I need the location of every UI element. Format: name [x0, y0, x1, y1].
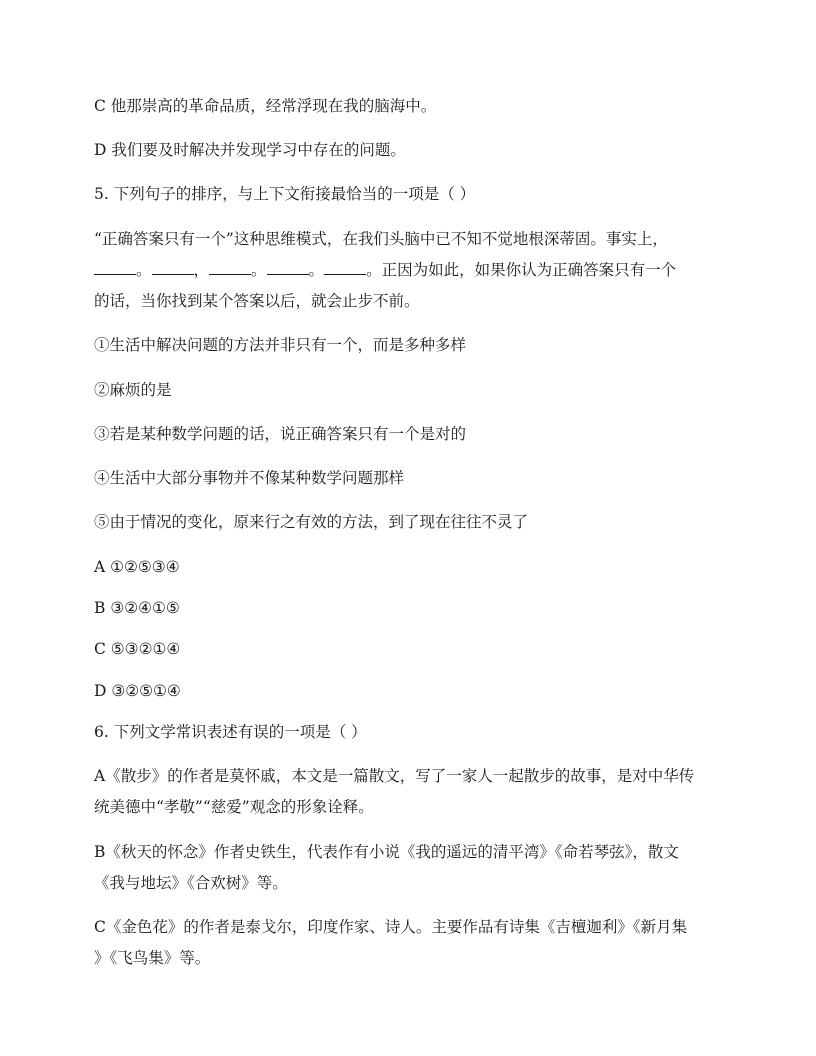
- answer-blank: [324, 260, 366, 275]
- q6-stem: 6. 下列文学常识表述有误的一项是（ ）: [94, 723, 367, 741]
- q5-sentence-1: ①生活中解决问题的方法并非只有一个，而是多种多样: [94, 336, 467, 354]
- q4-option-d: D 我们要及时解决并发现学习中存在的问题。: [94, 141, 406, 159]
- q6-option-b-line2: 《我与地坛》《合欢树》等。: [94, 874, 288, 892]
- q4-option-c: C 他那崇高的革命品质，经常浮现在我的脑海中。: [94, 97, 437, 115]
- blank-punct: 。: [366, 261, 382, 279]
- answer-blank: [267, 260, 309, 275]
- q6-option-a-line2: 统美德中“孝敬”“慈爱”观念的形象诠释。: [94, 798, 374, 816]
- answer-blank: [94, 260, 136, 275]
- blank-punct: 。: [308, 261, 325, 279]
- q5-sentence-3: ③若是某种数学问题的话，说正确答案只有一个是对的: [94, 425, 467, 443]
- q6-option-c-line2: 》《飞鸟集》等。: [94, 949, 211, 967]
- q5-option-b: B ③②④①⑤: [94, 599, 180, 617]
- answer-blank: [209, 260, 251, 275]
- q6-option-b-line1: B《秋天的怀念》作者史铁生，代表作有小说《我的遥远的清平湾》《命若琴弦》，散文: [94, 843, 679, 861]
- q5-sentence-2: ②麻烦的是: [94, 381, 172, 399]
- q6-option-a-line1: A《散步》的作者是莫怀戚，本文是一篇散文，写了一家人一起散步的故事，是对中华传: [94, 767, 695, 785]
- q6-option-c-line1: C《金色花》的作者是泰戈尔，印度作家、诗人。主要作品有诗集《吉檀迦利》《新月集: [94, 918, 688, 936]
- answer-blank: [152, 260, 194, 275]
- q5-passage-line1: “正确答案只有一个”这种思维模式，在我们头脑中已不知不觉地根深蒂固。事实上，: [94, 230, 668, 248]
- q5-passage-line3: 的话，当你找到某个答案以后，就会止步不前。: [94, 292, 420, 310]
- q5-sentence-5: ⑤由于情况的变化，原来行之有效的方法，到了现在往往不灵了: [94, 513, 529, 531]
- blank-punct: ，: [193, 261, 210, 279]
- passage-line2-text: 正因为如此，如果你认为正确答案只有一个: [381, 261, 677, 279]
- q5-option-c: C ⑤③②①④: [94, 640, 181, 658]
- q5-option-a: A ①②⑤③④: [94, 558, 180, 576]
- q5-sentence-4: ④生活中大部分事物并不像某种数学问题那样: [94, 469, 405, 487]
- blank-punct: 。: [136, 261, 152, 279]
- q5-option-d: D ③②⑤①④: [94, 682, 181, 700]
- q5-passage-line2: [94, 260, 734, 280]
- q5-stem: 5. 下列句子的排序，与上下文衔接最恰当的一项是（ ）: [94, 185, 476, 203]
- blank-punct: 。: [251, 261, 267, 279]
